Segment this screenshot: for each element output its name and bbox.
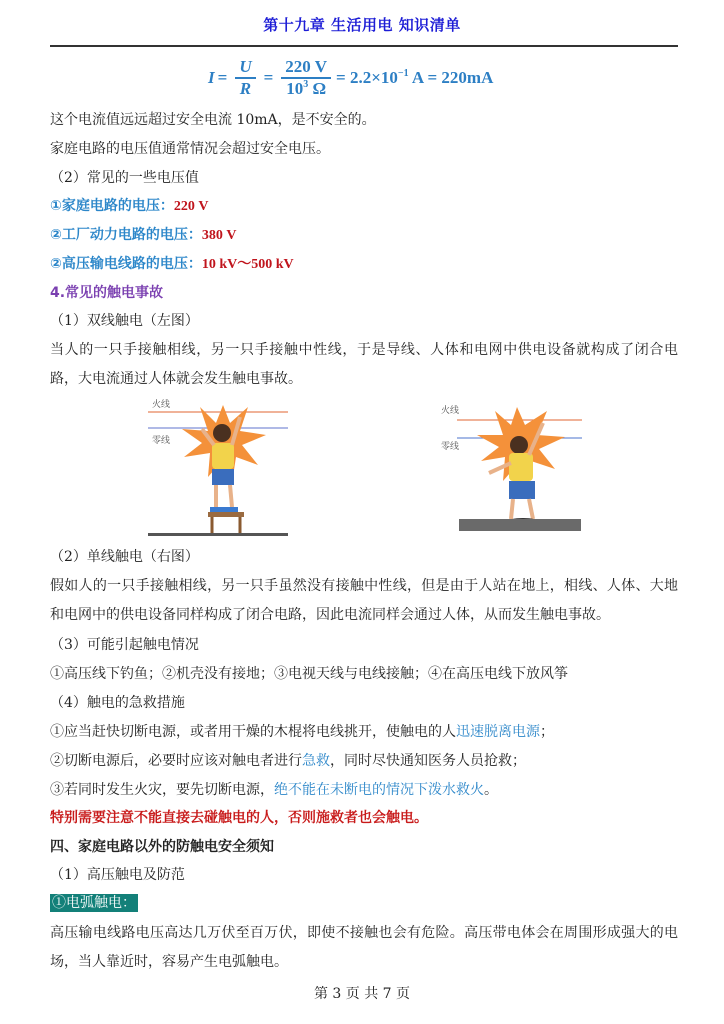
first-aid-step-3	[50, 780, 498, 800]
voltage-item-hv-line	[50, 254, 294, 275]
paragraph-single-line: 假如人的一只手接触相线，另一只手虽然没有接触中性线，但是由于人站在地上，相线、人体、大地和电网中的供电设备同样构成了闭合电路，因此电流同样会通过人体，从而发生触电事故。	[50, 578, 678, 623]
neutral-wire-label: 零线	[441, 442, 460, 452]
formula-fraction-values	[281, 58, 331, 98]
fraction-denominator: R	[239, 79, 252, 98]
possible-causes-list: ①高压线下钓鱼；②机壳没有接地；③电视天线与电线接触；④在高压电线下放风筝	[50, 666, 568, 682]
voltage-item-household	[50, 196, 208, 217]
subheading-single-line: （2）单线触电（右图）	[50, 549, 199, 565]
fraction-numerator: 220 V	[281, 58, 331, 79]
step-text: ；	[540, 724, 554, 740]
page-number: 第 3 页 共 7 页	[313, 986, 411, 1002]
first-aid-step-1	[50, 722, 554, 742]
step-text: ③若同时发生火灾，要先切断电源，	[50, 782, 274, 798]
header-divider	[50, 45, 678, 47]
subheading-double-line: （1）双线触电（左图）	[50, 313, 199, 329]
warning-text: 特别需要注意不能直接去碰触电的人，否则施救者也会触电。	[50, 810, 428, 826]
paragraph-arc-shock: 高压输电线路电压高达几万伏至百万伏，即使不接触也会有危险。高压带电体会在周围形成强大的电场，当人靠近时，容易产生电弧触电。	[50, 925, 678, 970]
subheading-first-aid: （4）触电的急救措施	[50, 695, 185, 711]
formula-lhs: I	[208, 68, 215, 87]
formula-fraction-ur	[235, 58, 255, 98]
result-tail: A = 220mA	[408, 68, 494, 87]
step-text: ，同时尽快通知医务人员抢救；	[330, 753, 526, 769]
step-highlight: 绝不能在未断电的情况下泼水救火	[274, 782, 484, 798]
voltage-item-factory	[50, 225, 236, 246]
double-line-shock-illustration	[148, 395, 293, 540]
voltage-label: ②高压输电线路的电压：	[50, 256, 202, 272]
single-line-shock-illustration	[437, 395, 587, 540]
den-unit: Ω	[308, 79, 327, 98]
voltage-label: ①家庭电路的电压：	[50, 198, 174, 214]
text-line: 家庭电路的电压值通常情况会超过安全电压。	[50, 141, 330, 157]
section-heading-4: 4.常见的触电事故	[50, 285, 164, 301]
section-heading-four: 四、家庭电路以外的防触电安全须知	[50, 839, 274, 855]
step-highlight: 迅速脱离电源	[456, 724, 540, 740]
voltage-label: ②工厂动力电路的电压：	[50, 227, 202, 243]
den-exponent: 3	[303, 79, 309, 90]
voltage-value: 220 V	[173, 199, 209, 214]
subheading-possible-causes: （3）可能引起触电情况	[50, 637, 199, 653]
live-wire-label: 火线	[152, 400, 171, 410]
text-line: 这个电流值远远超过安全电流 10mA，是不安全的。	[50, 112, 376, 128]
first-aid-step-2	[50, 751, 526, 771]
fraction-numerator: U	[235, 58, 255, 79]
page-header-title: 第十九章 生活用电 知识清单	[263, 16, 461, 34]
step-text: ②切断电源后，必要时应该对触电者进行	[50, 753, 302, 769]
live-wire-label: 火线	[441, 406, 460, 416]
result-base: = 2.2×10	[336, 68, 398, 87]
formula-eq: =	[217, 68, 228, 87]
fraction-denominator	[286, 79, 326, 98]
voltage-value: 380 V	[201, 228, 237, 243]
current-formula	[208, 55, 493, 101]
arc-shock-label-row	[50, 893, 138, 913]
voltage-value: 10 kV～500 kV	[201, 257, 294, 272]
subheading: （2）常见的一些电压值	[50, 170, 199, 186]
result-exponent: −1	[397, 68, 409, 79]
formula-result	[336, 68, 493, 88]
step-highlight: 急救	[302, 753, 330, 769]
formula-eq: =	[263, 68, 274, 87]
arc-shock-tag: ①电弧触电：	[52, 895, 136, 911]
neutral-wire-label: 零线	[152, 436, 171, 446]
step-text: 。	[484, 782, 498, 798]
subheading-high-voltage: （1）高压触电及防范	[50, 867, 185, 883]
den-base: 10	[286, 79, 304, 98]
step-text: ①应当赶快切断电源，或者用干燥的木棍将电线挑开，使触电的人	[50, 724, 456, 740]
paragraph-double-line: 当人的一只手接触相线，另一只手接触中性线，于是导线、人体和电网中供电设备就构成了闭合电路，大电流通过人体就会发生触电事故。	[50, 342, 678, 387]
